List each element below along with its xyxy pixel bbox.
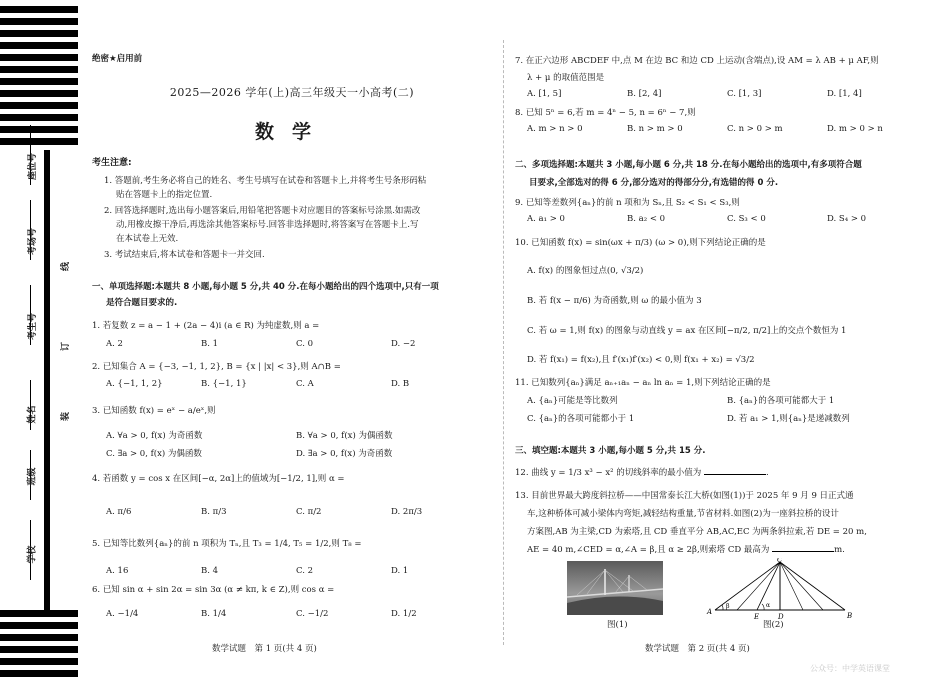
q10-option-b: B. 若 f(x − π/6) 为奇函数,则 ω 的最小值为 3	[527, 296, 702, 306]
option: A. π/6	[106, 507, 132, 517]
question-11: 11. 已知数列{aₙ}满足 aₙ₊₁aₙ − aₙ ln aₙ = 1,则下列结论正确的是	[515, 378, 771, 388]
question-10: 10. 已知函数 f(x) = sin(ωx + π/3) (ω > 0),则下列结论正确的是	[515, 238, 766, 248]
q10-option-d: D. 若 f(x₁) = f(x₂),且 f′(x₁)f′(x₂) < 0,则 f(x₁ + x₂) = √3/2	[527, 355, 755, 365]
black-bar	[0, 54, 78, 61]
option: D. 若 a₁ > 1,则{aₙ}是递减数列	[727, 414, 850, 424]
room-label: 考场号	[28, 227, 39, 256]
option: D. 2π/3	[391, 507, 423, 517]
beta-label: β	[726, 603, 730, 610]
point-a-label: A	[707, 608, 713, 616]
point-d-label: D	[778, 613, 784, 620]
point-c-label: C	[777, 558, 783, 564]
question-7: 7. 在正六边形 ABCDEF 中,点 M 在边 BC 和边 CD 上运动(含端点),设 AM = λ AB + μ AF,则	[515, 56, 879, 66]
q13-line	[527, 543, 845, 555]
option: D. 1/2	[391, 609, 417, 619]
option: C. S₃ < 0	[727, 214, 766, 224]
black-bar	[0, 102, 78, 109]
school-label: 学校	[27, 545, 38, 564]
q10-option-c: C. 若 ω = 1,则 f(x) 的图象与动直线 y = ax 在区间[−π/2, π/2]上的交点个数恒为 1	[527, 326, 847, 336]
q8-options	[527, 124, 927, 134]
secret-label: 绝密★启用前	[92, 54, 143, 64]
q9-options	[527, 214, 927, 224]
option: C. n > 0 > m	[727, 124, 783, 134]
class-label: 班级	[27, 467, 38, 486]
option: D. ∃a > 0, f(x) 为奇函数	[296, 449, 393, 459]
cut-mark-staple: 订	[61, 341, 72, 352]
q1-options	[106, 339, 486, 349]
option: B. π/3	[201, 507, 227, 517]
q10-option-a: A. f(x) 的图象恒过点(0, √3/2)	[527, 266, 644, 276]
option: D. [1, 4]	[827, 89, 862, 99]
point-b-label: B	[847, 612, 853, 620]
option: B. 1/4	[201, 609, 227, 619]
black-bar	[0, 138, 78, 145]
section2-heading-cont: 目要求,全部选对的得 6 分,部分选对的得部分分,有选错的得 0 分.	[529, 178, 779, 188]
notice-heading: 考生注意:	[92, 158, 132, 168]
option: C. {aₙ}的各项可能都小于 1	[527, 414, 635, 424]
black-bar	[0, 30, 78, 37]
page-footer: 数学试题 第 1 页(共 4 页)	[212, 644, 317, 654]
answer-blank	[704, 474, 766, 475]
black-bar	[0, 622, 78, 629]
cut-mark-line: 线	[61, 261, 72, 272]
black-bar	[0, 670, 78, 677]
option: A. 2	[106, 339, 123, 349]
question-2: 2. 已知集合 A = {−3, −1, 1, 2}, B = {x | |x| < 3},则 A∩B =	[92, 362, 341, 372]
option: B. ∀a > 0, f(x) 为偶函数	[296, 431, 393, 441]
page-divider	[503, 40, 504, 645]
option: A. a₁ > 0	[527, 214, 565, 224]
option: B. n > m > 0	[627, 124, 683, 134]
option: A. −1/4	[106, 609, 139, 619]
seat-label: 座位号	[28, 152, 39, 181]
q13-stem-end: AE = 40 m,∠CED = α,∠A = β,且 α ≥ 2β,则索塔 CD 最高为	[527, 545, 770, 555]
black-bar	[0, 610, 78, 617]
figure2-caption: 图(2)	[763, 620, 784, 630]
black-bar	[0, 126, 78, 133]
black-bar	[0, 78, 78, 85]
q5-options	[106, 566, 486, 576]
q2-options	[106, 379, 486, 389]
notice-line: 动,用橡皮擦干净后,再选涂其他答案标号.回答非选择题时,将答案写在答题卡上.写	[116, 220, 419, 230]
option: D. 1	[391, 566, 409, 576]
section1-heading: 一、单项选择题:本题共 8 小题,每小题 5 分,共 40 分.在每小题给出的四个选项中,只有一项	[92, 282, 439, 292]
black-bar	[0, 646, 78, 653]
black-bar	[0, 114, 78, 121]
alpha-label: α	[766, 602, 771, 609]
option: B. [2, 4]	[627, 89, 662, 99]
option: D. S₄ > 0	[827, 214, 867, 224]
question-1: 1. 若复数 z = a − 1 + (2a − 4)i (a ∈ R) 为纯虚数,则 a =	[92, 321, 320, 331]
q12-end: .	[765, 468, 769, 478]
q13-line: 13. 目前世界最大跨度斜拉桥——中国常泰长江大桥(如图(1))于 2025 年 9 月 9 日正式通	[515, 491, 854, 501]
option: B. 1	[201, 339, 219, 349]
question-3: 3. 已知函数 f(x) = eˣ − a/eˣ,则	[92, 406, 216, 416]
black-bar	[0, 634, 78, 641]
black-bar	[0, 18, 78, 25]
question-8: 8. 已知 5ⁿ = 6,若 m = 4ⁿ − 5, n = 6ⁿ − 7,则	[515, 108, 696, 118]
black-bar	[0, 90, 78, 97]
bridge-diagram	[705, 558, 855, 620]
question-12	[515, 466, 769, 478]
figure1-caption: 图(1)	[607, 620, 628, 630]
q13-line: 车,这种桥体可减小梁体内弯矩,减轻结构重量,节省材料.如图(2)为一座斜拉桥的设计	[527, 509, 839, 519]
notice-line: 1. 答题前,考生务必将自己的姓名、考生号填写在试卷和答题卡上,并将考生号条形码粘	[104, 176, 427, 186]
option: C. ∃a > 0, f(x) 为偶函数	[106, 449, 202, 459]
q6-options	[106, 609, 486, 619]
option: D. m > 0 > n	[827, 124, 883, 134]
option: A. ∀a > 0, f(x) 为奇函数	[106, 431, 203, 441]
section3-heading: 三、填空题:本题共 3 小题,每小题 5 分,共 15 分.	[515, 446, 706, 456]
student-id-label: 考生号	[28, 312, 39, 341]
black-bar	[0, 42, 78, 49]
q11-options-row2	[527, 412, 927, 424]
option: B. {−1, 1}	[201, 379, 247, 389]
option: D. −2	[391, 339, 416, 349]
exam-title: 2025—2026 学年(上)高三年级天一小高考(二)	[169, 86, 415, 99]
subject-title: 数学	[254, 121, 329, 143]
question-7-cont: λ + μ 的取值范围是	[527, 73, 605, 83]
notice-line: 2. 回答选择题时,选出每小题答案后,用铅笔把答题卡对应题目的答案标号涂黑.如需改	[104, 206, 421, 216]
section1-heading-cont: 是符合题目要求的.	[106, 298, 178, 308]
binding-strip	[0, 0, 100, 688]
q3-options-row1	[106, 429, 486, 441]
name-label: 姓名	[27, 405, 38, 424]
notice-line: 3. 考试结束后,将本试卷和答题卡一并交回.	[104, 250, 265, 260]
q11-options-row1	[527, 394, 927, 406]
option: D. B	[391, 379, 410, 389]
answer-blank	[772, 551, 834, 552]
option: C. 0	[296, 339, 314, 349]
black-bar	[0, 658, 78, 665]
option: A. {−1, 1, 2}	[106, 379, 163, 389]
option: B. {aₙ}的各项可能都大于 1	[727, 396, 835, 406]
cut-mark-bind: 装	[61, 411, 72, 422]
notice-line: 贴在答题卡上的指定位置.	[116, 190, 213, 200]
option: C. π/2	[296, 507, 322, 517]
black-stripe	[44, 150, 50, 610]
option: A. 16	[106, 566, 129, 576]
watermark: 公众号：中学英语课堂	[810, 664, 890, 673]
section2-heading: 二、多项选择题:本题共 3 小题,每小题 6 分,共 18 分.在每小题给出的选项中,有多项符合题	[515, 160, 862, 170]
question-4: 4. 若函数 y = cos x 在区间[−α, 2α]上的值域为[−1/2, 1],则 α =	[92, 474, 345, 484]
q13-unit: m.	[834, 545, 845, 555]
option: A. m > n > 0	[527, 124, 583, 134]
q7-options	[527, 89, 927, 99]
black-bar	[0, 6, 78, 13]
question-6: 6. 已知 sin α + sin 2α = sin 3α (α ≠ kπ, k ∈ Z),则 cos α =	[92, 585, 335, 595]
question-9: 9. 已知等差数列{aₙ}的前 n 项和为 Sₙ,且 S₂ < S₁ < S₃,则	[515, 198, 740, 208]
black-bar	[0, 66, 78, 73]
notice-line: 在本试卷上无效.	[116, 234, 179, 244]
option: C. −1/2	[296, 609, 329, 619]
bridge-photo	[567, 561, 663, 615]
option: C. A	[296, 379, 314, 389]
page-footer: 数学试题 第 2 页(共 4 页)	[645, 644, 750, 654]
q4-options	[106, 507, 486, 517]
question-5: 5. 已知等比数列{aₙ}的前 n 项积为 Tₙ,且 T₃ = 1/4, T₅ = 1/2,则 T₈ =	[92, 539, 362, 549]
option: C. [1, 3]	[727, 89, 762, 99]
option: B. 4	[201, 566, 219, 576]
point-e-label: E	[754, 613, 760, 620]
q3-options-row2	[106, 447, 486, 459]
q12-stem: 12. 曲线 y = 1/3 x³ − x² 的切线斜率的最小值为	[515, 468, 702, 478]
option: B. a₂ < 0	[627, 214, 666, 224]
option: A. [1, 5]	[527, 89, 562, 99]
option: C. 2	[296, 566, 314, 576]
q13-line: 方案图,AB 为主梁,CD 为索塔,且 CD 垂直平分 AB,AC,EC 为两条斜拉索,若 DE = 20 m,	[527, 527, 867, 537]
option: A. {aₙ}可能是等比数列	[527, 396, 618, 406]
